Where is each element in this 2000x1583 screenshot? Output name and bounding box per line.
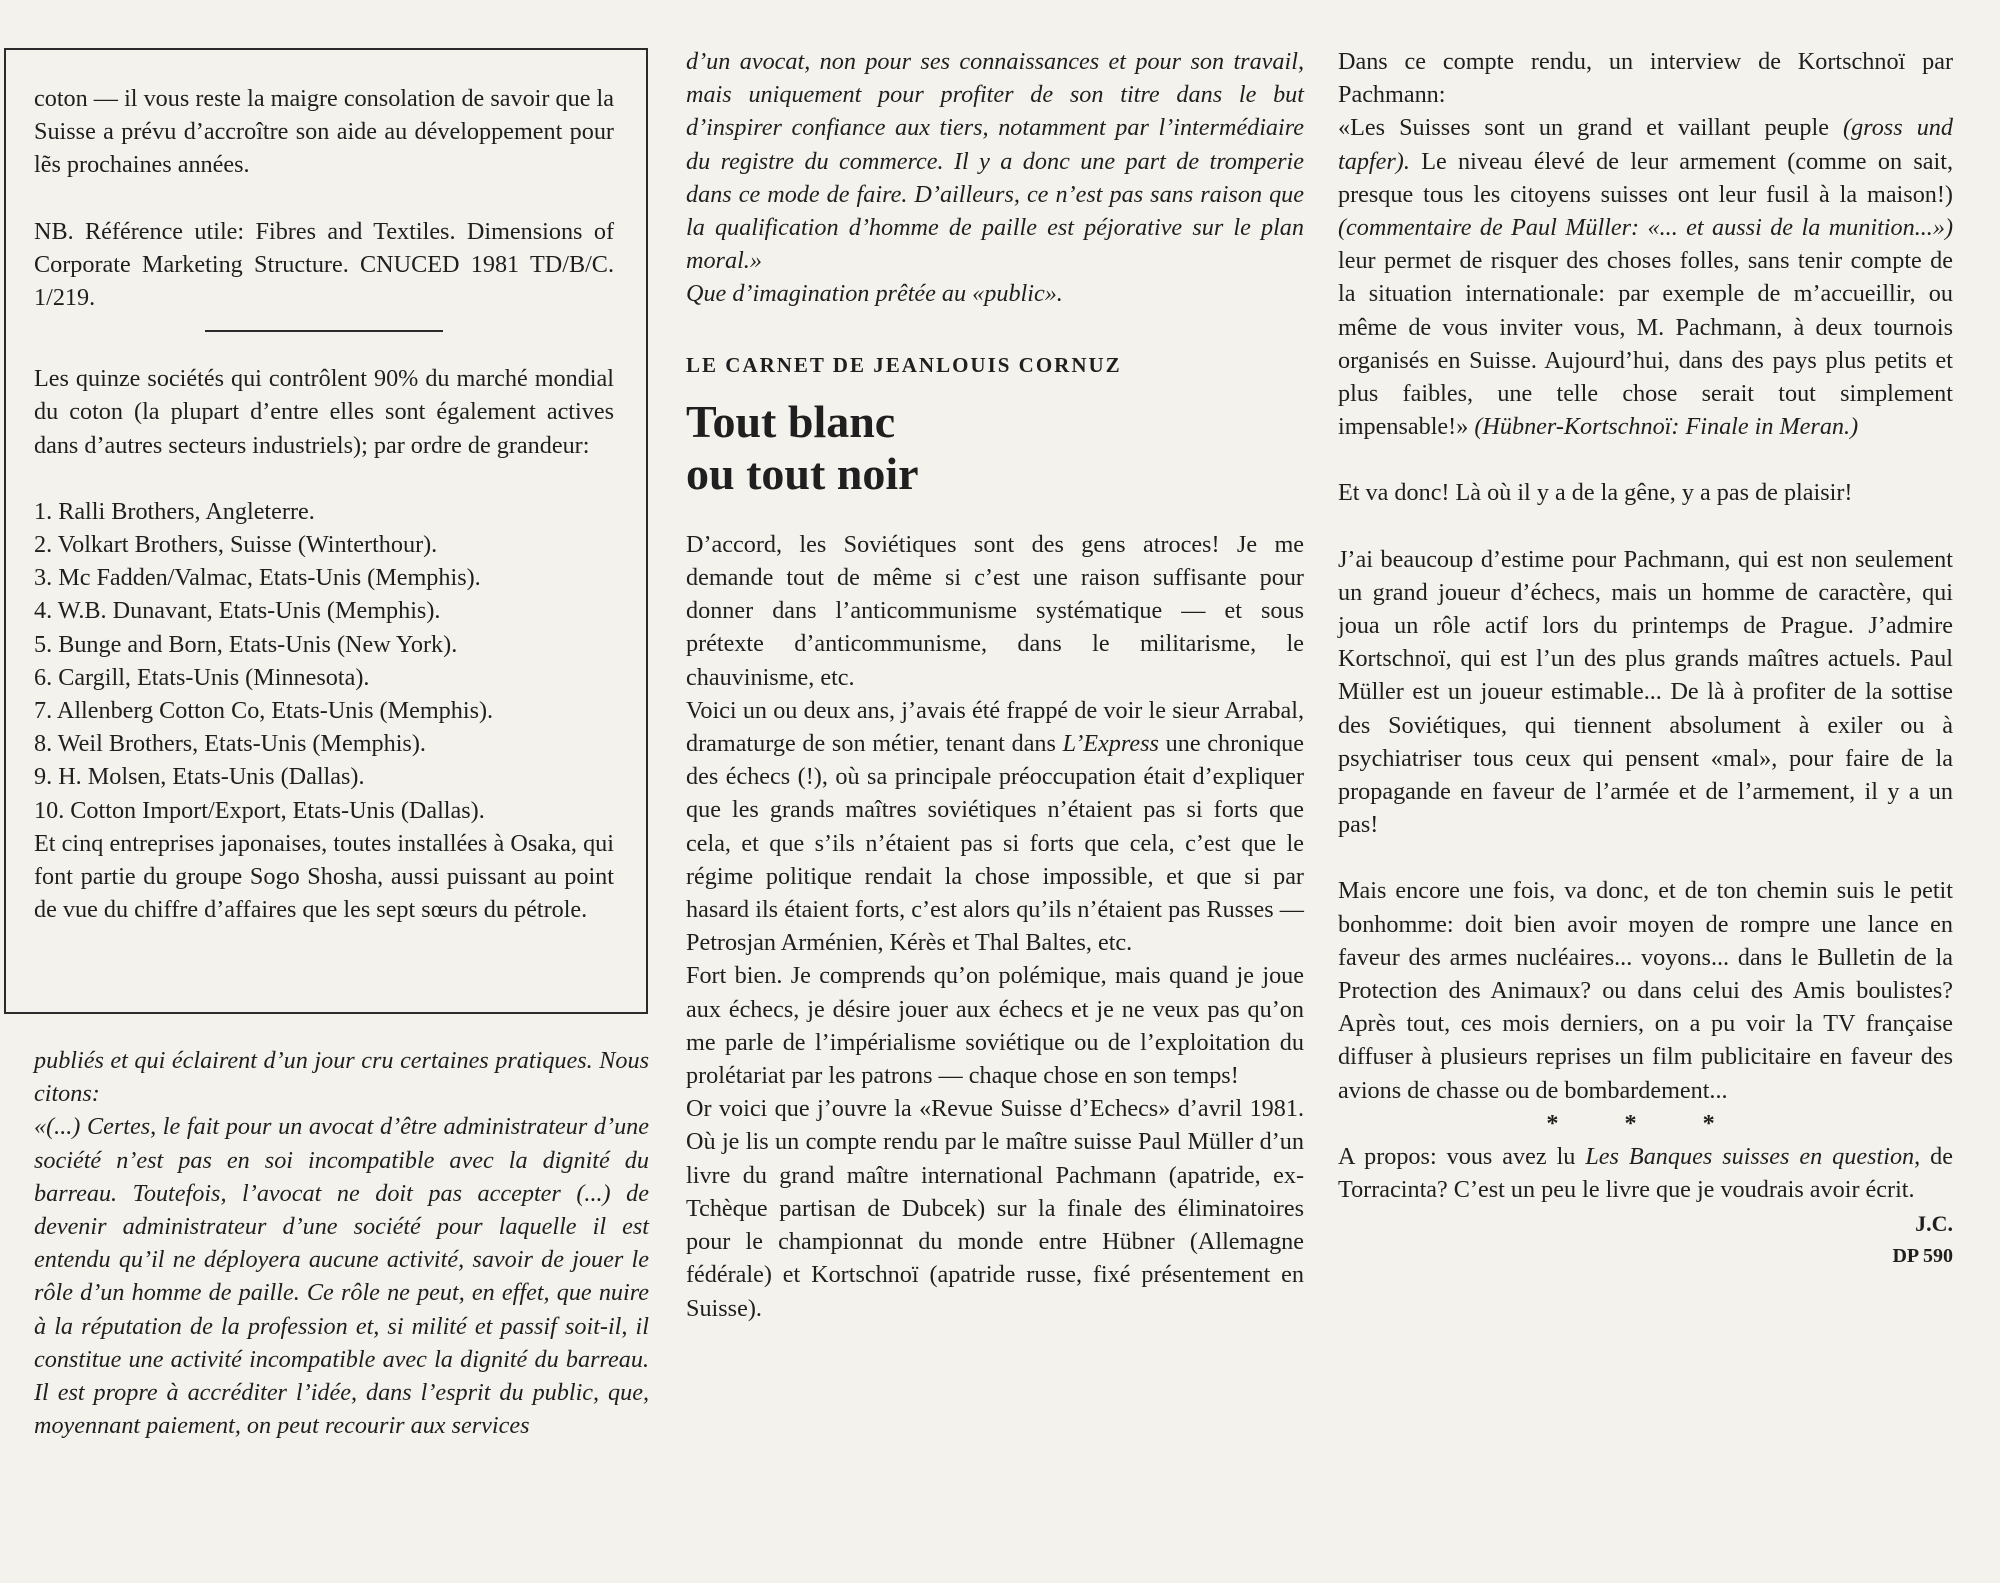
list-item: 6. Cargill, Etats-Unis (Minnesota). — [34, 663, 370, 691]
companies-closing: Et cinq entreprises japonaises, toutes installées à Osaka, qui font partie du groupe Sogo Shosha, aussi puissant au point de vue du chiffre d’affaires que les sept sœurs du pétrole. — [34, 829, 614, 924]
article-paragraph: Dans ce compte rendu, un interview de Kortschnoï par Pachmann: — [1338, 48, 1953, 109]
divider — [205, 330, 443, 332]
list-item: 5. Bunge and Born, Etats-Unis (New York). — [34, 630, 458, 658]
section-separator: * * * — [1546, 1109, 1745, 1137]
article-paragraph — [686, 694, 1304, 960]
article-paragraph: D’accord, les Soviétiques sont des gens atroces! Je me demande tout de même si c’est une raison suffisante pour donner dans l’anticommunisme systématique — et sous prétexte d’anticommunisme, dans le militarisme, le chauvinisme, etc. — [686, 530, 1304, 691]
article-paragraph: Mais encore une fois, va donc, et de ton chemin suis le petit bonhomme: doit bien avoir moyen de rompre une lance en faveur des armes nucléaires... voyons... dans le Bulletin de la Protection des Animaux? ou dans celui des Amis boulistes? Après tout, ces mois derniers, on a pu voir la TV française diffuser à plusieurs reprises un film publicitaire en faveur des avions de chasse ou de bombardement... — [1338, 877, 1953, 1104]
title-line-1: Tout blanc — [686, 395, 896, 447]
article-paragraph: Fort bien. Je comprends qu’on polémique, mais quand je joue aux échecs, je désire jouer aux échecs et je ne veux pas qu’on me parle de l’impérialisme soviétique ou de l’exploitation du prolétariat par les patrons — chaque chose en son temps! — [686, 962, 1304, 1090]
quote-source: (Hübner-Kortschnoï: Finale in Meran.) — [1474, 413, 1859, 441]
companies-intro: Les quinze sociétés qui contrôlent 90% du marché mondial du coton (la plupart d’entre elles sont également actives dans d’autres secteurs industriels); par ordre de grandeur: — [34, 365, 614, 459]
article-paragraph: J’ai beaucoup d’estime pour Pachmann, qui est non seulement un grand joueur d’échecs, mais un homme de caractère, qui joua un rôle actif lors du printemps de Prague. J’admire Kortschnoï, qui est l’un des plus grands maîtres actuels. Paul Müller est un joueur estimable... De là à profiter de la sottise des Soviétiques, qui tiennent absolument à exiler ou à psychiatriser tous ceux qui pensent «mal», pour faire de la propagande en faveur de l’armée et de l’armement, il y a un pas! — [1338, 545, 1953, 839]
quote-text: leur permet de risquer des choses folles, sans tenir compte de la situation internationale: par exemple de m’accueillir, ou même de vous inviter vous, M. Pachmann, à deux tournois organisés en Suisse. Aujourd’hui, dans des pays plus petits et plus faibles, une telle chose serait tout simplement impensable!» — [1338, 247, 1953, 441]
list-item: 3. Mc Fadden/Valmac, Etats-Unis (Memphis). — [34, 564, 481, 592]
quote-aside: (commentaire de Paul Müller: «... et aussi de la munition...») — [1338, 214, 1953, 242]
left-column-quote — [34, 1044, 649, 1442]
paragraph-text: A propos: vous avez lu — [1338, 1143, 1586, 1171]
publication-title: L’Express — [1062, 730, 1159, 758]
quote-intro: publiés et qui éclairent d’un jour cru certaines pratiques. Nous citons: — [34, 1047, 649, 1108]
quote-text: «(...) Certes, le fait pour un avocat d’être administrateur d’une société n’est pas en soi incompatible avec la dignité du barreau. Toutefois, l’avocat ne doit pas accepter (...) de devenir administrateur d’une société pour laquelle il est entendu qu’il ne déployera aucune activité, savoir de jouer le rôle d’un homme de paille. Ce rôle ne peut, en effet, que nuire à la réputation de la profession et, si milité et passif soit-il, il constitue une activité incompatible avec la dignité du barreau. Il est propre à accréditer l’idée, dans l’esprit du public, que, moyennant paiement, on peut recourir aux services — [34, 1113, 649, 1440]
company-list — [34, 495, 614, 827]
list-item: 9. H. Molsen, Etats-Unis (Dallas). — [34, 763, 365, 791]
quote-text: «Les Suisses sont un grand et vaillant peuple — [1338, 114, 1844, 142]
list-item: 1. Ralli Brothers, Angleterre. — [34, 497, 315, 525]
interview-quote — [1338, 111, 1953, 443]
list-item: 10. Cotton Import/Export, Etats-Unis (Dallas). — [34, 796, 485, 824]
reference-note: NB. Référence utile: Fibres and Textiles. Dimensions of Corporate Marketing Structure. CNUCED 1981 TD/B/C. 1/219. — [34, 217, 614, 312]
middle-column — [686, 45, 1304, 1325]
list-item: 2. Volkart Brothers, Suisse (Winterthour). — [34, 531, 438, 559]
right-column — [1338, 45, 1953, 1273]
boxed-sidebar-content — [34, 82, 614, 926]
quote-aside: (gross und tapfer). — [1338, 114, 1953, 175]
paragraph-text: Voici un ou deux ans, j’avais été frappé de voir le sieur Arrabal, dramaturge de son métier, tenant dans — [686, 696, 1304, 758]
paragraph-text: une chronique des échecs (!), où sa principale préoccupation était d’expliquer que les grands maîtres soviétiques n’étaient pas si forts que cela, et que s’ils n’étaient pas si forts que cela, c’est que le régime politique rendait la chose impossible, et que si par hasard ils étaient forts, c’est alors qu’ils n’étaient pas Russes — Petrosjan Arménien, Kérès et Thal Baltes, etc. — [686, 730, 1305, 957]
author-signature: J.C. — [1915, 1210, 1953, 1236]
list-item: 4. W.B. Dunavant, Etats-Unis (Memphis). — [34, 597, 441, 625]
book-title: Les Banques suisses en question — [1585, 1143, 1915, 1171]
quote-continuation: d’un avocat, non pour ses connaissances et pour son travail, mais uniquement pour profiter de son titre dans le but d’inspirer confiance aux tiers, notamment par l’intermédiaire du registre du commerce. Il y a donc une part de tromperie dans ce mode de faire. D’ailleurs, ce n’est pas sans raison que la qualification d’homme de paille est péjorative sur le plan moral.» — [686, 48, 1304, 275]
quote-remark: Que d’imagination prêtée au «public». — [686, 280, 1063, 308]
title-line-2: ou tout noir — [686, 447, 919, 499]
article-paragraph: Or voici que j’ouvre la «Revue Suisse d’Echecs» d’avril 1981. Où je lis un compte rendu par le maître suisse Paul Müller d’un livre du grand maître international Pachmann (apatride, ex-Tchèque partisan de Dubcek) sur la finale des éliminatoires pour le championnat du monde entre Hübner (Allemagne fédérale) et Kortschnoï (apatride russe, fixé présentement en Suisse). — [686, 1095, 1304, 1322]
paragraph-text: , de Torracinta? C’est un peu le livre que je voudrais avoir écrit. — [1338, 1143, 1953, 1204]
page-number: DP 590 — [1892, 1244, 1953, 1267]
list-item: 7. Allenberg Cotton Co, Etats-Unis (Memphis). — [34, 697, 494, 725]
article-title — [686, 396, 1304, 500]
quote-text: Le niveau élevé de leur armement (comme on sait, presque tous les citoyens suisses ont leur fusil à la maison!) — [1338, 147, 1953, 208]
article-paragraph: Et va donc! Là où il y a de la gêne, y a pas de plaisir! — [1338, 479, 1853, 507]
sidebar-intro: coton — il vous reste la maigre consolation de savoir que la Suisse a prévu d’accroître son aide au développement pour lẽs prochaines années. — [34, 85, 614, 179]
column-kicker: LE CARNET DE JEANLOUIS CORNUZ — [686, 352, 1122, 377]
list-item: 8. Weil Brothers, Etats-Unis (Memphis). — [34, 730, 426, 758]
article-paragraph — [1338, 1140, 1953, 1206]
